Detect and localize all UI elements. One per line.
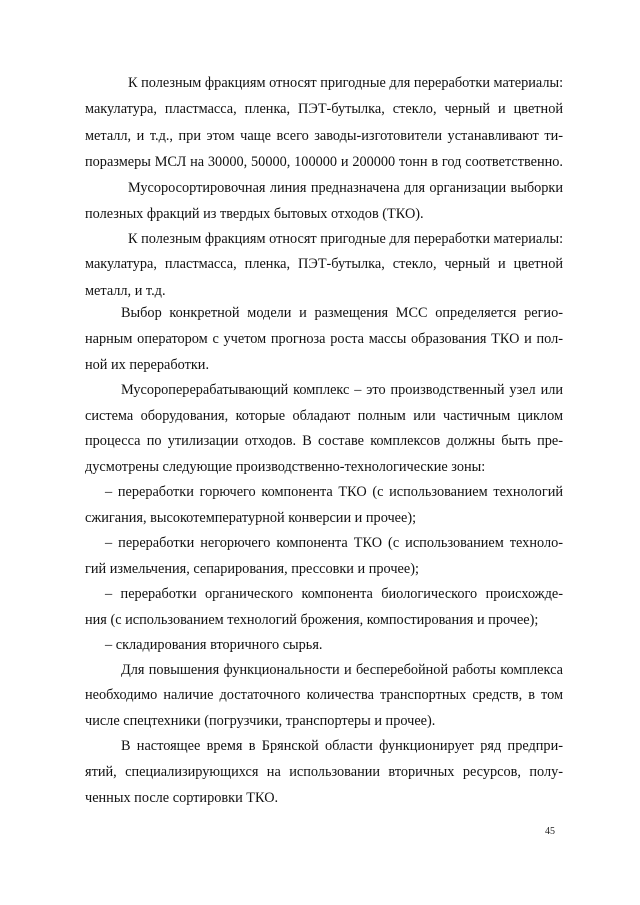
- text-line: числе спецтехники (погрузчики, транспортеры и прочее).: [85, 713, 436, 729]
- text-line: Мусоросортировочная линия предназначена для организации выборки: [128, 180, 563, 196]
- text-line: металл, и т.д., при этом чаще всего заводы-изготовители устанавливают ти-: [85, 128, 563, 144]
- text-line: В настоящее время в Брянской области функционирует ряд предпри-: [121, 738, 563, 754]
- text-line: металл, и т.д.: [85, 283, 166, 299]
- text-line: ния (с использованием технологий брожения, компостирования и прочее);: [85, 612, 539, 628]
- text-line: макулатура, пластмасса, пленка, ПЭТ-бутылка, стекло, черный и цветной: [85, 256, 563, 272]
- text-line: ченных после сортировки ТКО.: [85, 790, 279, 806]
- text-line: необходимо наличие достаточного количества транспортных средств, в том: [85, 687, 563, 703]
- text-line: система оборудования, которые обладают полным или частичным циклом: [85, 408, 563, 424]
- text-line: Мусороперерабатывающий комплекс – это производственный узел или: [121, 382, 563, 398]
- text-line: дусмотрены следующие производственно-технологические зоны:: [85, 459, 486, 475]
- text-line: – переработки органического компонента биологического происхожде-: [105, 586, 563, 602]
- text-line: Выбор конкретной модели и размещения МСС определяется регио-: [121, 305, 563, 321]
- text-line: макулатура, пластмасса, пленка, ПЭТ-бутылка, стекло, черный и цветной: [85, 101, 563, 117]
- text-line: процесса по утилизации отходов. В составе комплексов должны быть пре-: [85, 433, 563, 449]
- page-number: 45: [545, 826, 555, 837]
- text-line: – складирования вторичного сырья.: [105, 637, 323, 653]
- text-line: ной их переработки.: [85, 357, 210, 373]
- text-line: – переработки негорючего компонента ТКО (с использованием техноло-: [105, 535, 563, 551]
- text-line: сжигания, высокотемпературной конверсии и прочее);: [85, 510, 417, 526]
- text-line: Для повышения функциональности и бесперебойной работы комплекса: [121, 662, 563, 678]
- text-line: поразмеры МСЛ на 30000, 50000, 100000 и 200000 тонн в год соответственно.: [85, 154, 563, 170]
- text-line: гий измельчения, сепарирования, прессовки и прочее);: [85, 561, 419, 577]
- text-line: нарным оператором с учетом прогноза роста массы образования ТКО и пол-: [85, 331, 563, 347]
- text-line: – переработки горючего компонента ТКО (с использованием технологий: [105, 484, 563, 500]
- text-line: К полезным фракциям относят пригодные для переработки материалы:: [128, 75, 564, 91]
- text-line: К полезным фракциям относят пригодные для переработки материалы:: [128, 231, 564, 247]
- text-line: ятий, специализирующихся на использовании вторичных ресурсов, полу-: [85, 764, 563, 780]
- text-line: полезных фракций из твердых бытовых отходов (ТКО).: [85, 206, 424, 222]
